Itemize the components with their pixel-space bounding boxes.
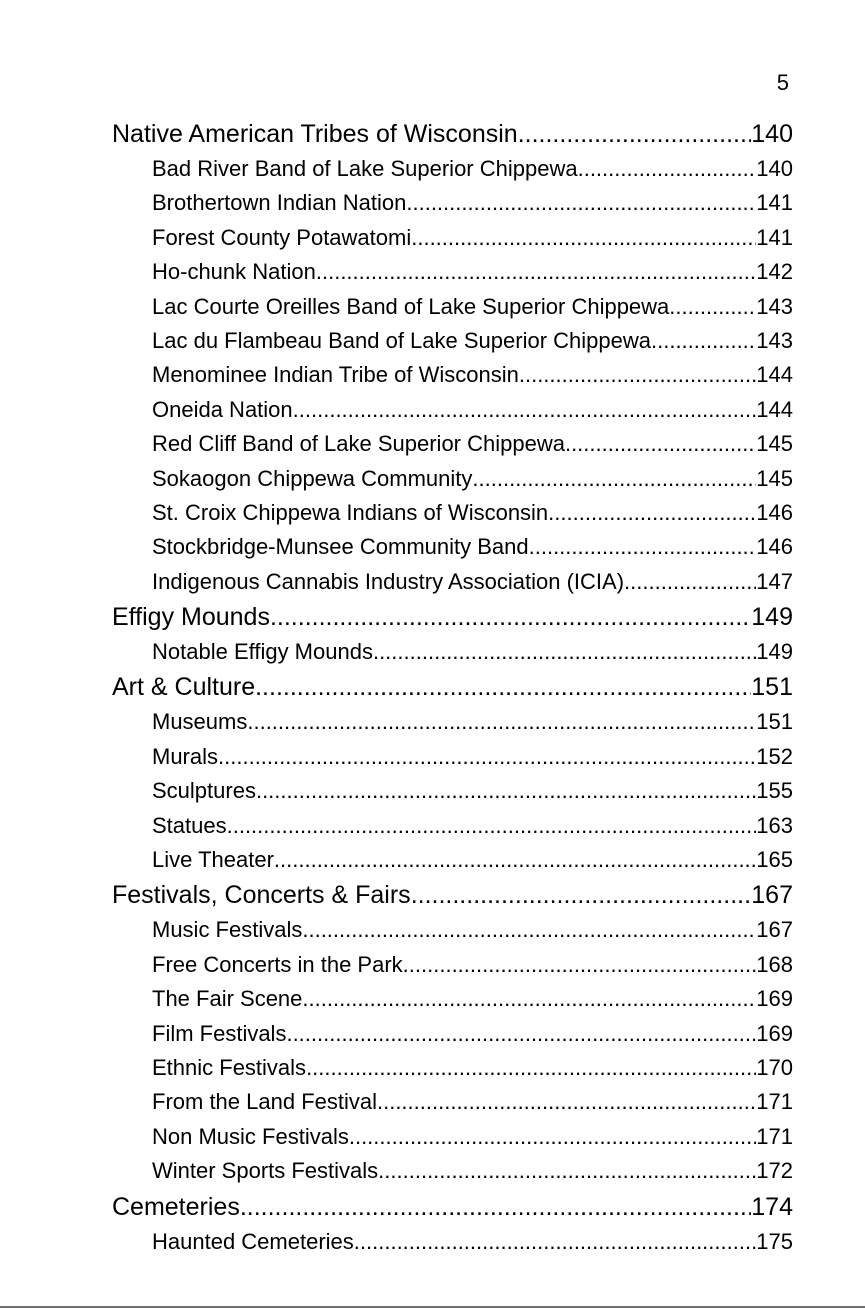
toc-entry-page-number: 151 — [756, 709, 793, 735]
toc-entry-title: Effigy Mounds — [112, 603, 270, 632]
toc-dot-leader — [302, 982, 756, 1016]
toc-dot-leader — [354, 1225, 757, 1259]
toc-entry-title: Music Festivals — [152, 917, 303, 943]
toc-subsection-entry[interactable] — [112, 809, 793, 843]
toc-subsection-entry[interactable] — [112, 1017, 793, 1051]
toc-entry-page-number: 140 — [751, 120, 793, 148]
toc-dot-leader — [519, 358, 756, 392]
toc-entry-page-number: 145 — [756, 431, 793, 457]
table-of-contents — [112, 116, 793, 1259]
toc-entry-page-number: 143 — [756, 293, 793, 319]
toc-subsection-entry[interactable] — [112, 982, 793, 1016]
toc-entry-title: Museums — [152, 709, 248, 735]
toc-section-entry[interactable] — [112, 116, 793, 152]
toc-dot-leader — [247, 705, 756, 739]
toc-section-entry[interactable] — [112, 669, 793, 705]
toc-subsection-entry[interactable] — [112, 774, 793, 808]
toc-subsection-entry[interactable] — [112, 1051, 793, 1085]
toc-entry-title: Forest County Potawatomi — [152, 224, 412, 250]
toc-entry-title: Winter Sports Festivals — [152, 1158, 379, 1184]
toc-entry-title: Sokaogon Chippewa Community — [152, 465, 473, 491]
toc-dot-leader — [274, 843, 756, 877]
toc-entry-title: From the Land Festival — [152, 1089, 377, 1115]
toc-entry-title: Free Concerts in the Park — [152, 951, 403, 977]
toc-entry-page-number: 144 — [756, 362, 793, 388]
toc-entry-title: Murals — [152, 743, 219, 769]
toc-subsection-entry[interactable] — [112, 221, 793, 255]
toc-entry-title: Non Music Festivals — [152, 1123, 349, 1149]
toc-entry-title: Ho-chunk Nation — [152, 259, 316, 285]
toc-dot-leader — [302, 913, 756, 947]
toc-dot-leader — [565, 427, 756, 461]
toc-subsection-entry[interactable] — [112, 186, 793, 220]
toc-subsection-entry[interactable] — [112, 565, 793, 599]
toc-entry-page-number: 146 — [756, 534, 793, 560]
toc-dot-leader — [669, 290, 756, 324]
toc-subsection-entry[interactable] — [112, 1120, 793, 1154]
toc-entry-page-number: 151 — [751, 673, 793, 702]
toc-section-entry[interactable] — [112, 599, 793, 635]
toc-entry-title: Stockbridge-Munsee Community Band — [152, 534, 529, 560]
toc-entry-title: Art & Culture — [112, 673, 256, 702]
toc-subsection-entry[interactable] — [112, 740, 793, 774]
toc-dot-leader — [373, 635, 756, 669]
toc-entry-title: Film Festivals — [152, 1020, 287, 1046]
toc-dot-leader — [349, 1120, 756, 1154]
toc-entry-title: St. Croix Chippewa Indians of Wisconsin — [152, 499, 549, 525]
toc-entry-page-number: 172 — [756, 1158, 793, 1184]
toc-entry-title: The Fair Scene — [152, 986, 303, 1012]
toc-subsection-entry[interactable] — [112, 462, 793, 496]
toc-subsection-entry[interactable] — [112, 1225, 793, 1259]
toc-dot-leader — [624, 565, 756, 599]
toc-entry-title: Sculptures — [152, 778, 256, 804]
toc-entry-page-number: 147 — [756, 568, 793, 594]
toc-subsection-entry[interactable] — [112, 358, 793, 392]
toc-entry-title: Lac du Flambeau Band of Lake Superior Chippewa — [152, 327, 651, 353]
toc-entry-page-number: 140 — [756, 156, 793, 181]
toc-entry-title: Menominee Indian Tribe of Wisconsin — [152, 362, 519, 388]
toc-dot-leader — [377, 1085, 756, 1119]
toc-entry-title: Oneida Nation — [152, 396, 293, 422]
toc-dot-leader — [218, 740, 756, 774]
toc-entry-title: Cemeteries — [112, 1192, 240, 1221]
toc-subsection-entry[interactable] — [112, 324, 793, 358]
toc-entry-page-number: 155 — [756, 778, 793, 804]
toc-subsection-entry[interactable] — [112, 705, 793, 739]
toc-dot-leader — [651, 324, 756, 358]
toc-dot-leader — [411, 221, 756, 255]
toc-entry-page-number: 167 — [751, 881, 793, 910]
toc-entry-title: Brothertown Indian Nation — [152, 190, 407, 216]
toc-entry-page-number: 165 — [756, 847, 793, 873]
toc-entry-page-number: 163 — [756, 812, 793, 838]
toc-entry-page-number: 169 — [756, 986, 793, 1012]
toc-subsection-entry[interactable] — [112, 152, 793, 186]
toc-entry-page-number: 171 — [756, 1089, 793, 1115]
toc-entry-title: Statues — [152, 812, 227, 838]
toc-dot-leader — [472, 462, 756, 496]
toc-subsection-entry[interactable] — [112, 393, 793, 427]
toc-dot-leader — [227, 809, 757, 843]
toc-subsection-entry[interactable] — [112, 255, 793, 289]
toc-dot-leader — [406, 186, 756, 220]
toc-entry-page-number: 142 — [756, 259, 793, 285]
toc-entry-page-number: 149 — [751, 603, 793, 632]
toc-entry-page-number: 149 — [756, 639, 793, 665]
toc-dot-leader — [578, 152, 757, 186]
toc-entry-page-number: 169 — [756, 1020, 793, 1046]
toc-entry-page-number: 141 — [756, 224, 793, 250]
toc-entry-title: Notable Effigy Mounds — [152, 639, 373, 665]
toc-dot-leader — [240, 1189, 751, 1225]
toc-dot-leader — [270, 599, 751, 635]
toc-entry-page-number: 146 — [756, 499, 793, 525]
toc-subsection-entry[interactable] — [112, 496, 793, 530]
toc-dot-leader — [256, 774, 756, 808]
toc-section-entry[interactable] — [112, 877, 793, 913]
toc-subsection-entry[interactable] — [112, 948, 793, 982]
toc-entry-page-number: 152 — [756, 743, 793, 769]
toc-dot-leader — [529, 530, 757, 564]
toc-entry-page-number: 174 — [751, 1192, 793, 1221]
page-number: 5 — [776, 70, 789, 95]
toc-subsection-entry[interactable] — [112, 913, 793, 947]
toc-dot-leader — [293, 393, 757, 427]
toc-entry-page-number: 145 — [756, 465, 793, 491]
toc-entry-page-number: 141 — [756, 190, 793, 216]
toc-dot-leader — [518, 116, 752, 152]
toc-subsection-entry[interactable] — [112, 635, 793, 669]
toc-entry-title: Live Theater — [152, 847, 274, 873]
toc-dot-leader — [306, 1051, 756, 1085]
toc-dot-leader — [411, 877, 752, 913]
toc-dot-leader — [255, 669, 751, 705]
toc-entry-page-number: 175 — [756, 1228, 793, 1254]
toc-dot-leader — [548, 496, 756, 530]
toc-subsection-entry[interactable] — [112, 290, 793, 324]
toc-subsection-entry[interactable] — [112, 1154, 793, 1188]
toc-entry-title: Native American Tribes of Wisconsin — [112, 120, 518, 148]
toc-entry-page-number: 168 — [756, 951, 793, 977]
toc-entry-title: Ethnic Festivals — [152, 1054, 307, 1080]
toc-entry-title: Lac Courte Oreilles Band of Lake Superior Chippewa — [152, 293, 670, 319]
toc-subsection-entry[interactable] — [112, 843, 793, 877]
toc-subsection-entry[interactable] — [112, 530, 793, 564]
toc-entry-page-number: 144 — [756, 396, 793, 422]
toc-entry-page-number: 170 — [756, 1054, 793, 1080]
toc-entry-page-number: 143 — [756, 327, 793, 353]
toc-entry-title: Festivals, Concerts & Fairs — [112, 881, 411, 910]
toc-entry-page-number: 171 — [756, 1123, 793, 1149]
toc-entry-title: Red Cliff Band of Lake Superior Chippewa — [152, 431, 565, 457]
toc-entry-title: Indigenous Cannabis Industry Association (ICIA) — [152, 568, 625, 594]
toc-dot-leader — [286, 1017, 756, 1051]
toc-dot-leader — [316, 255, 756, 289]
toc-section-entry[interactable] — [112, 1189, 793, 1225]
toc-entry-title: Haunted Cemeteries — [152, 1228, 354, 1254]
toc-subsection-entry[interactable] — [112, 1085, 793, 1119]
toc-entry-title: Bad River Band of Lake Superior Chippewa — [152, 156, 578, 181]
toc-dot-leader — [378, 1154, 756, 1188]
toc-entry-page-number: 167 — [756, 917, 793, 943]
toc-dot-leader — [403, 948, 757, 982]
toc-subsection-entry[interactable] — [112, 427, 793, 461]
